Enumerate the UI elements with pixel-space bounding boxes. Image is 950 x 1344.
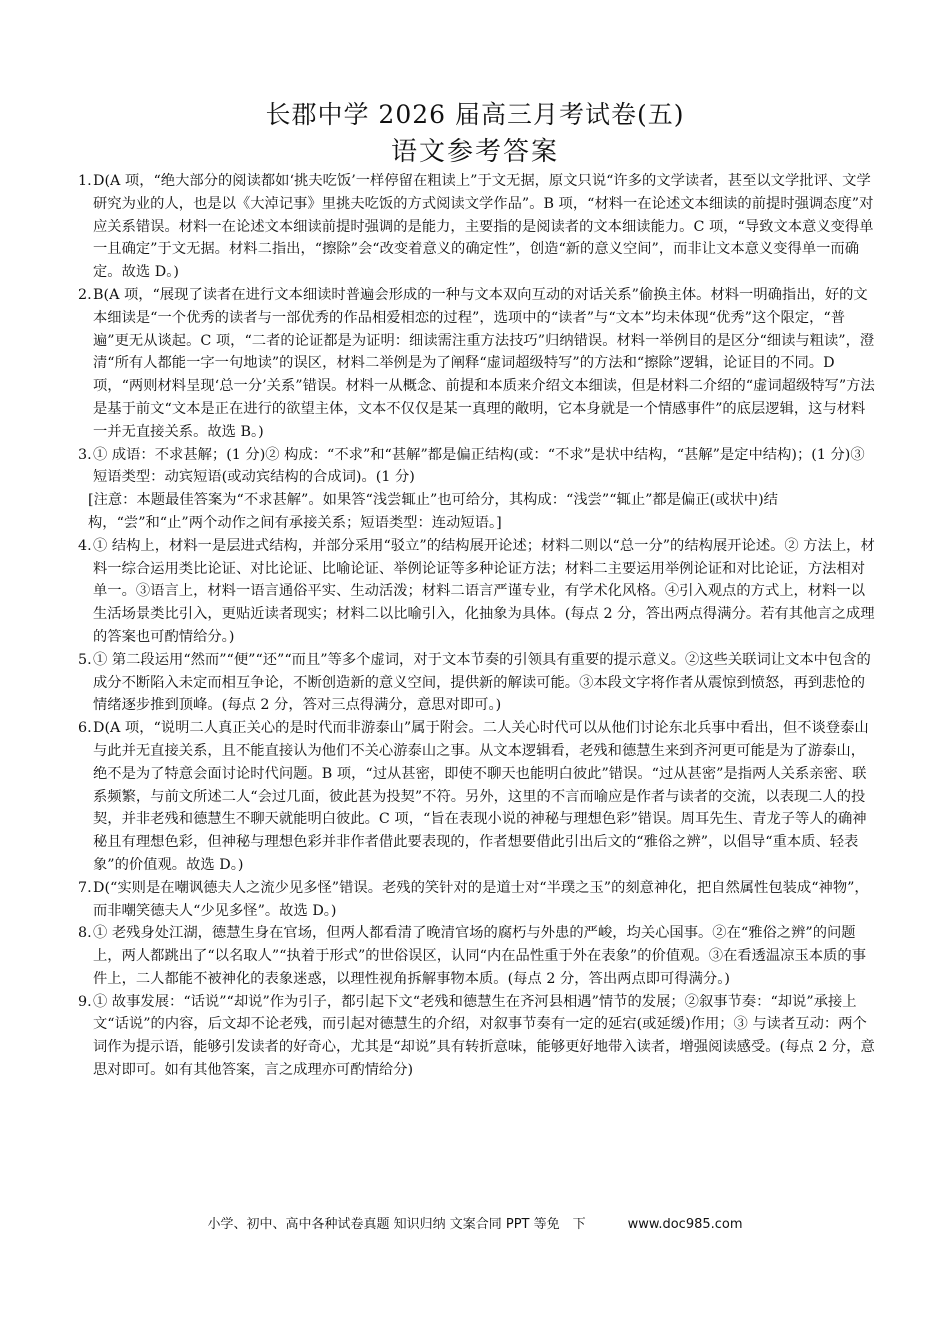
answer-number: 9.	[78, 993, 92, 1010]
answer-item-3	[78, 444, 878, 490]
footer	[0, 1213, 950, 1232]
answer-text: ① 故事发展：“话说”“却说”作为引子，都引起下文“老残和德慧生在齐河县相遇”情节的发展；②叙事节奏：“却说”承接上文“话说”的内容，后文却不论老残，而引起对德慧生的介绍，对叙事节奏有一定的延宕(或延缓)作用；③ 与读者互动：两个词作为提示语，能够引发读者的好奇心，尤其是“却说”具有转折意味，能够更好地带入读者，增强阅读感受。(每点 2 分，意思对即可。如有其他答案，言之成理亦可酌情给分)	[93, 993, 875, 1079]
answer-text: ① 成语：不求甚解；(1 分)② 构成：“不求”和“甚解”都是偏正结构(或：“不求”是状中结构，“甚解”是定中结构)；(1 分)③ 短语类型：动宾短语(或动宾结构的合成词)。(1 分)	[93, 446, 865, 486]
answer-item-8	[78, 922, 878, 990]
answer-number: 5.	[78, 651, 92, 668]
exam-title: 长郡中学 2026 届高三月考试卷(五)	[265, 100, 685, 129]
answer-item-5	[78, 649, 878, 717]
answer-number: 2.	[78, 286, 92, 303]
answer-text: ① 老残身处江湖，德慧生身在官场，但两人都看清了晚清官场的腐朽与外患的严峻，均关心国事。②在“雅俗之辨”的问题上，两人都跳出了“以名取人”“执着于形式”的世俗误区，认同“内在品性重于外在表象”的价值观。③在看透温凉玉本质的事件上，二人都能不被神化的表象迷惑，以理性视角拆解事物本质。(每点 2 分，答出两点即可得满分。)	[93, 925, 866, 987]
answer-text: D(A 项，“绝大部分的阅读都如‘挑夫吃饭’一样停留在粗读上”于文无据，原文只说“许多的文学读者，甚至以文学批评、文学研究为业的人，也是以《大淖记事》里挑夫吃饭的方式阅读文学作品”。B 项，“材料一在论述文本细读的前提时强调态度”对应关系错误。材料一在论述文本细读前提时强调的是能力，主要指的是阅读者的文本细读能力。C 项，“导致文本意义变得单一且确定”于文无据。材料二指出，“擦除”会“改变着意义的确定性”，创造“新的意义空间”，而非让文本意义变得单一而确定。故选 D。)	[93, 173, 874, 281]
answer-number: 6.	[78, 720, 92, 737]
answer-text: B(A 项，“展现了读者在进行文本细读时普遍会形成的一种与文本双向互动的对话关系”偷换主体。材料一明确指出，好的文本细读是“一个优秀的读者与一部优秀的作品相爱相恋的过程”，选项中的“读者”与“文本”均未体现“优秀”这个限定，“普遍”更无从谈起。C 项，“二者的论证都是为证明：细读需注重方法技巧”归纳错误。材料一举例目的是区分“细读与粗读”，澄清“所有人都能一字一句地读”的误区，材料二举例是为了阐释“虚词超级特写”的方法和“擦除”逻辑，论证目的不同。D 项，“两则材料呈现‘总一分’关系”错误。材料一从概念、前提和本质来介绍文本细读，但是材料二介绍的“虚词超级特写”方法是基于前文“文本是正在进行的欲望主体，文本不仅仅是某一真理的敞明，它本身就是一个情感事件”的底层逻辑，这与材料一并无直接关系。故选 B。)	[93, 286, 875, 440]
answer-item-2	[78, 284, 878, 444]
answer-text: D(“实则是在嘲讽德夫人之流少见多怪”错误。老残的笑针对的是道士对“半璞之玉”的刻意神化，把自然属性包装成“神物”，而非嘲笑德夫人“少见多怪”。故选 D。)	[93, 879, 869, 919]
answer-item-1	[78, 170, 878, 284]
footer-url[interactable]: www.doc985.com	[627, 1217, 743, 1232]
answer-key-title: 语文参考答案	[390, 137, 559, 167]
answer-number: 7.	[78, 879, 92, 896]
answer-item-7	[78, 877, 878, 923]
answer-item-9	[78, 991, 878, 1082]
answer-text: ① 第二段运用“然而”“便”“还”“而且”等多个虚词，对于文本节奏的引领具有重要的提示意义。②这些关联词让文本中包含的成分不断陷入未定而相互争论，不断创造新的意义空间，提供新的解读可能。③本段文字将作者从震惊到愤怒，再到悲怆的情绪逐步推到顶峰。(每点 2 分，答对三点得满分，意思对即可。)	[93, 651, 871, 714]
footer-text: 小学、初中、高中各种试卷真题 知识归纳 文案合同 PPT 等免 下	[207, 1217, 586, 1232]
answer-number: 8.	[78, 925, 92, 942]
answer-item-4	[78, 535, 878, 649]
answer-number: 1.	[78, 173, 92, 189]
answer-number: 3.	[78, 446, 92, 463]
answer-list	[78, 170, 878, 1082]
answer-item-6	[78, 717, 878, 877]
answer-text: ① 结构上，材料一是层进式结构，并部分采用“驳立”的结构展开论述；材料二则以“总一分”的结构展开论述。② 方法上，材料一综合运用类比论证、对比论证、比喻论证、举例论证等多种论证方法；材料二主要运用举例论证和对比论证，方法相对单一。③语言上，材料一语言通俗平实、生动活泼；材料二语言严谨专业，有学术化风格。④引入观点的方式上，材料一以生活场景类比引入，更贴近读者现实；材料二以比喻引入，化抽象为具体。(每点 2 分，答出两点得满分。若有其他言之成理的答案也可酌情给分。)	[93, 537, 875, 645]
answer-text: D(A 项，“说明二人真正关心的是时代而非游泰山”属于附会。二人关心时代可以从他们讨论东北兵事中看出，但不谈登泰山与此并无直接关系，且不能直接认为他们不关心游泰山之事。从文本逻辑看，老残和德慧生来到齐河更可能是为了游泰山，绝不是为了特意会面讨论时代问题。B 项，“过从甚密，即使不聊天也能明白彼此”错误。“过从甚密”是指两人关系亲密、联系频繁，与前文所述二人“会过几面，彼此甚为投契”不符。另外，这里的不言而喻应是作者与读者的交流，以表现二人的投契，并非老残和德慧生不聊天就能明白彼此。C 项，“旨在表现小说的神秘与理想色彩”错误。周耳先生、青龙子等人的确神秘且有理想色彩，但神秘与理想色彩并非作者借此要表现的，作者想要借此引出后文的“雅俗之辨”，以倡导“重本质、轻表象”的价值观。故选 D。)	[93, 720, 869, 873]
answer-number: 4.	[78, 537, 92, 554]
answer-note-3: [注意：本题最佳答案为“不求甚解”。如果答“浅尝辄止”也可给分，其构成：“浅尝”“辄止”都是偏正(或状中)结构，“尝”和“止”两个动作之间有承接关系；短语类型：连动短语。]	[88, 492, 778, 531]
